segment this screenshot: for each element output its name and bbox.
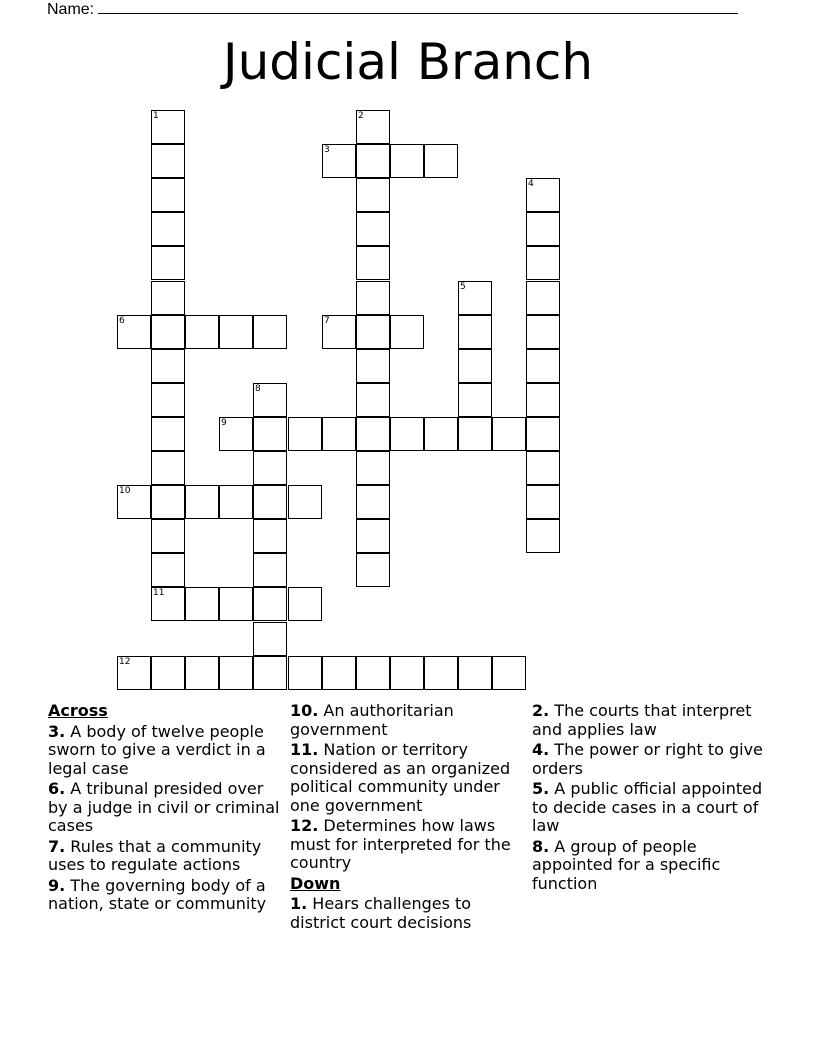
grid-cell[interactable] xyxy=(253,587,287,621)
clue xyxy=(48,780,283,836)
cell-number: 12 xyxy=(119,657,131,667)
clue-text: A group of people appointed for a specific function xyxy=(532,836,721,893)
cell-number: 8 xyxy=(255,384,261,394)
grid-cell[interactable] xyxy=(356,349,390,383)
cell-number: 6 xyxy=(119,316,125,326)
grid-cell[interactable] xyxy=(151,553,185,587)
clue-text: Rules that a community uses to regulate actions xyxy=(48,836,262,874)
grid-cell[interactable] xyxy=(356,315,390,349)
grid-cell[interactable] xyxy=(219,587,253,621)
grid-cell[interactable] xyxy=(322,417,356,451)
grid-cell[interactable] xyxy=(253,485,287,519)
grid-cell[interactable] xyxy=(151,212,185,246)
grid-cell[interactable] xyxy=(458,417,492,451)
clue-text: A tribunal presided over by a judge in civil or criminal cases xyxy=(48,779,280,835)
clue-number: 8. xyxy=(532,836,550,856)
clue-text: An authoritarian government xyxy=(290,701,454,739)
grid-cell[interactable] xyxy=(151,349,185,383)
grid-cell[interactable] xyxy=(458,349,492,383)
name-label: Name: xyxy=(47,1,95,18)
grid-cell[interactable] xyxy=(390,656,424,690)
grid-cell[interactable] xyxy=(526,485,560,519)
grid-cell[interactable] xyxy=(526,281,560,315)
grid-cell[interactable] xyxy=(219,485,253,519)
grid-cell[interactable] xyxy=(185,656,219,690)
clue-number: 10. xyxy=(290,701,319,720)
grid-cell[interactable] xyxy=(151,451,185,485)
clue-text: Nation or territory considered as an organized political community under one government xyxy=(290,740,511,815)
grid-cell[interactable] xyxy=(288,417,322,451)
cell-number: 7 xyxy=(324,316,330,326)
grid-cell[interactable] xyxy=(390,144,424,178)
clue-text: The power or right to give orders xyxy=(532,740,763,778)
grid-cell[interactable] xyxy=(117,485,151,519)
grid-cell[interactable] xyxy=(288,656,322,690)
clue-column-3 xyxy=(532,702,772,895)
grid-cell[interactable] xyxy=(492,656,526,690)
grid-cell[interactable] xyxy=(424,144,458,178)
clue xyxy=(48,877,283,914)
clue-number: 5. xyxy=(532,779,550,798)
cell-number: 9 xyxy=(221,418,227,428)
grid-cell[interactable] xyxy=(253,553,287,587)
cell-number: 3 xyxy=(324,145,330,155)
grid-cell[interactable] xyxy=(117,656,151,690)
clue xyxy=(532,741,772,778)
cell-number: 4 xyxy=(528,179,534,189)
clue xyxy=(48,723,283,779)
clue xyxy=(532,838,772,894)
grid-cell[interactable] xyxy=(526,417,560,451)
grid-cell[interactable] xyxy=(458,383,492,417)
grid-cell[interactable] xyxy=(356,451,390,485)
grid-cell[interactable] xyxy=(390,315,424,349)
grid-cell[interactable] xyxy=(526,178,560,212)
grid-cell[interactable] xyxy=(356,281,390,315)
clue-number: 11. xyxy=(290,740,319,759)
page-title: Judicial Branch xyxy=(222,33,594,91)
clue xyxy=(532,702,772,739)
grid-cell[interactable] xyxy=(219,656,253,690)
cell-number: 10 xyxy=(119,486,131,496)
grid-cell[interactable] xyxy=(356,656,390,690)
clue xyxy=(532,780,772,836)
grid-cell[interactable] xyxy=(151,417,185,451)
grid-cell[interactable] xyxy=(288,485,322,519)
grid-cell[interactable] xyxy=(151,519,185,553)
clue-number: 4. xyxy=(532,740,550,759)
grid-cell[interactable] xyxy=(151,485,185,519)
clue-number: 2. xyxy=(532,701,550,720)
grid-cell[interactable] xyxy=(322,315,356,349)
grid-cell[interactable] xyxy=(356,178,390,212)
clue-text: A body of twelve people sworn to give a verdict in a legal case xyxy=(48,721,266,778)
grid-cell[interactable] xyxy=(458,315,492,349)
grid-cell[interactable] xyxy=(356,417,390,451)
clue-number: 6. xyxy=(48,779,66,798)
grid-cell[interactable] xyxy=(151,281,185,315)
grid-cell[interactable] xyxy=(458,656,492,690)
grid-cell[interactable] xyxy=(253,417,287,451)
grid-cell[interactable] xyxy=(356,144,390,178)
grid-cell[interactable] xyxy=(253,519,287,553)
clue-column-2 xyxy=(290,702,530,934)
grid-cell[interactable] xyxy=(219,315,253,349)
grid-cell[interactable] xyxy=(356,212,390,246)
grid-cell[interactable] xyxy=(253,622,287,656)
grid-cell[interactable] xyxy=(151,656,185,690)
clue-text: Hears challenges to district court decisions xyxy=(290,894,472,932)
grid-cell[interactable] xyxy=(424,417,458,451)
grid-cell[interactable] xyxy=(151,315,185,349)
cell-number: 5 xyxy=(460,282,466,292)
grid-cell[interactable] xyxy=(151,110,185,144)
grid-cell[interactable] xyxy=(253,656,287,690)
grid-cell[interactable] xyxy=(356,553,390,587)
grid-cell[interactable] xyxy=(356,383,390,417)
clue-text: A public official appointed to decide cases in a court of law xyxy=(532,779,763,835)
cell-number: 2 xyxy=(358,111,364,121)
grid-cell[interactable] xyxy=(526,383,560,417)
grid-cell[interactable] xyxy=(151,587,185,621)
clue-text: The courts that interpret and applies law xyxy=(532,701,752,739)
grid-cell[interactable] xyxy=(219,417,253,451)
grid-cell[interactable] xyxy=(356,246,390,280)
clue xyxy=(290,741,530,815)
clue xyxy=(290,895,530,932)
grid-cell[interactable] xyxy=(322,144,356,178)
grid-cell[interactable] xyxy=(288,587,322,621)
grid-cell[interactable] xyxy=(185,485,219,519)
clue-text: The governing body of a nation, state or community xyxy=(48,875,267,913)
across-heading: Across xyxy=(48,701,108,720)
grid-cell[interactable] xyxy=(253,383,287,417)
grid-cell[interactable] xyxy=(526,315,560,349)
grid-cell[interactable] xyxy=(424,656,458,690)
grid-cell[interactable] xyxy=(356,110,390,144)
grid-cell[interactable] xyxy=(322,656,356,690)
clue xyxy=(290,702,530,739)
grid-cell[interactable] xyxy=(356,519,390,553)
grid-cell[interactable] xyxy=(185,315,219,349)
clue-number: 3. xyxy=(48,721,66,741)
clue-text: Determines how laws must for interpreted for the country xyxy=(290,816,511,872)
clue xyxy=(48,838,283,875)
grid-cell[interactable] xyxy=(151,246,185,280)
clue-number: 9. xyxy=(48,875,66,895)
grid-cell[interactable] xyxy=(253,451,287,485)
grid-cell[interactable] xyxy=(151,178,185,212)
grid-cell[interactable] xyxy=(458,281,492,315)
grid-cell[interactable] xyxy=(390,417,424,451)
grid-cell[interactable] xyxy=(253,315,287,349)
clue-number: 7. xyxy=(48,836,66,856)
clue xyxy=(290,817,530,873)
grid-cell[interactable] xyxy=(526,349,560,383)
grid-cell[interactable] xyxy=(185,587,219,621)
cell-number: 11 xyxy=(153,588,165,598)
grid-cell[interactable] xyxy=(356,485,390,519)
clue-column-1 xyxy=(48,702,283,916)
grid-cell[interactable] xyxy=(526,246,560,280)
grid-cell[interactable] xyxy=(526,519,560,553)
clue-number: 12. xyxy=(290,816,319,835)
grid-cell[interactable] xyxy=(151,383,185,417)
grid-cell[interactable] xyxy=(151,144,185,178)
clue-number: 1. xyxy=(290,894,308,913)
grid-cell[interactable] xyxy=(117,315,151,349)
grid-cell[interactable] xyxy=(492,417,526,451)
cell-number: 1 xyxy=(153,111,159,121)
down-heading: Down xyxy=(290,873,341,893)
grid-cell[interactable] xyxy=(526,451,560,485)
grid-cell[interactable] xyxy=(526,212,560,246)
